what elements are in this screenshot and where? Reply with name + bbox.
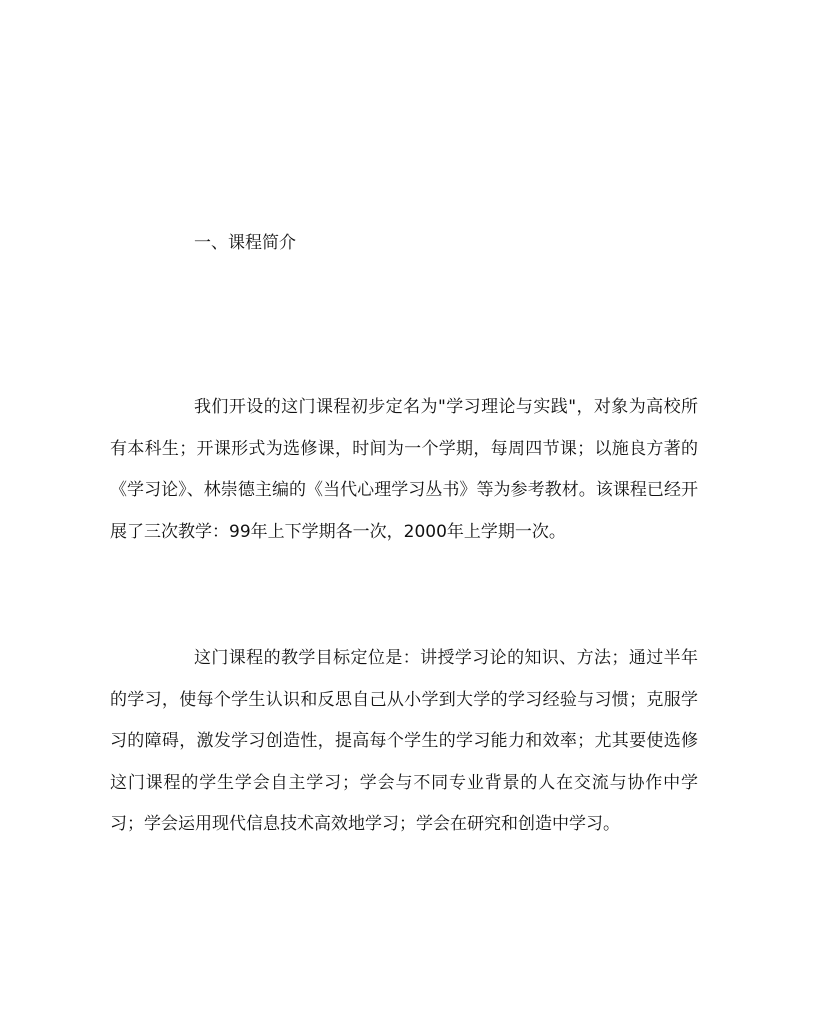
paragraph-course-overview: 我们开设的这门课程初步定名为"学习理论与实践"，对象为高校所有本科生；开课形式为选修课，时间为一个学期，每周四节课；以施良方著的《学习论》、林崇德主编的《当代心理学习丛书》等为参考教材。该课程已经开展了三次教学：99年上下学期各一次，2000年上学期一次。 bbox=[110, 397, 698, 542]
section-heading: 一、课程简介 bbox=[194, 233, 296, 253]
paragraph-teaching-goals: 这门课程的教学目标定位是：讲授学习论的知识、方法；通过半年的学习，使每个学生认识和反思自己从小学到大学的学习经验与习惯；克服学习的障碍，激发学习创造性，提高每个学生的学习能力和效率；尤其要使选修这门课程的学生学会自主学习；学会与不同专业背景的人在交流与协作中学习；学会运用现代信息技术高效地学习；学会在研究和创造中学习。 bbox=[110, 648, 698, 835]
